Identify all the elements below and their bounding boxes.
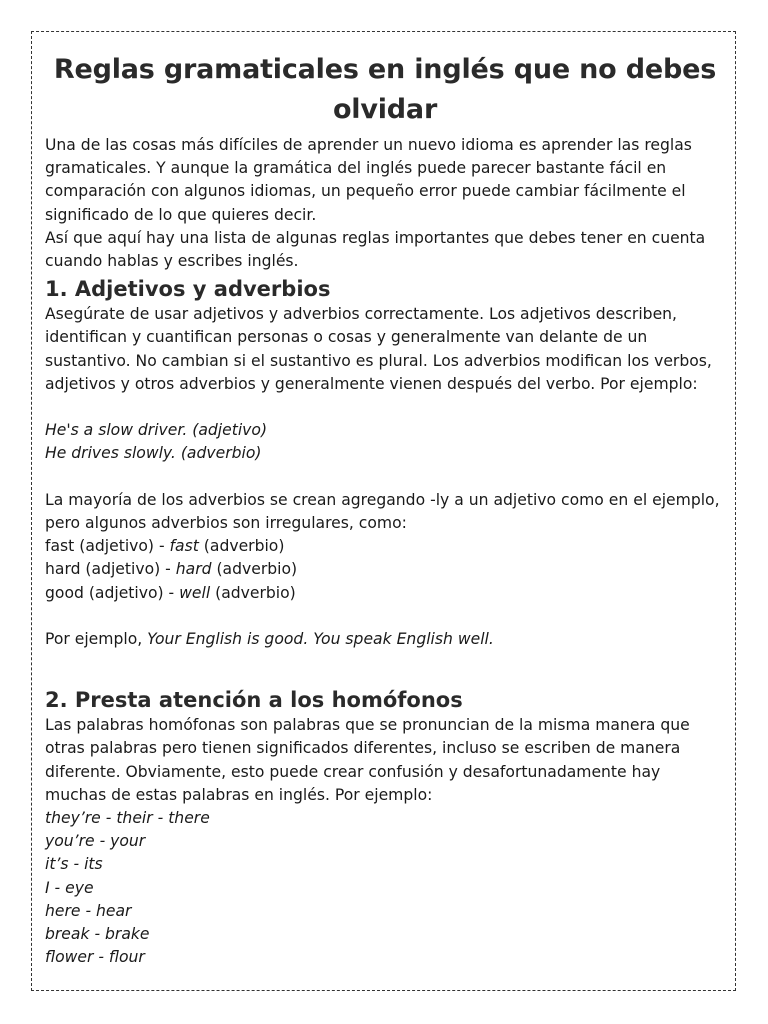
example-adjective: He's a slow driver. (adjetivo) bbox=[45, 421, 268, 440]
spacer bbox=[45, 396, 725, 419]
example-adverb: He drives slowly. (adverbio) bbox=[45, 444, 262, 463]
spacer bbox=[45, 651, 725, 684]
section-2-heading: 2. Presta atención a los homófonos bbox=[45, 688, 463, 713]
homophone-pair: here - hear bbox=[45, 901, 132, 920]
section-2-paragraph: Las palabras homófonas son palabras que se pronuncian de la misma manera que otras palabras pero tienen significados diferentes, incluso se escriben de manera diferente. Obviamente, esto puede crear confusión y desafortunadamente hay muchas de estas palabras en inglés. Por ejemplo: bbox=[45, 716, 690, 804]
homophone-pair: you’re - your bbox=[45, 832, 146, 851]
spacer bbox=[45, 605, 725, 628]
document-content bbox=[45, 50, 725, 969]
homophone-pair: I - eye bbox=[45, 878, 94, 897]
irregular-item: good (adjetivo) - well (adverbio) bbox=[45, 583, 296, 602]
section-1-closing: Por ejemplo, Your English is good. You speak English well. bbox=[45, 630, 494, 649]
section-1-paragraph-2: La mayoría de los adverbios se crean agregando -ly a un adjetivo como en el ejemplo, pero algunos adverbios son irregulares, como: bbox=[45, 490, 720, 533]
homophone-pair: flower - flour bbox=[45, 948, 145, 967]
section-1-heading: 1. Adjetivos y adverbios bbox=[45, 277, 331, 302]
intro-paragraph-1: Una de las cosas más difíciles de aprender un nuevo idioma es aprender las reglas gramaticales. Y aunque la gramática del inglés puede parecer bastante fácil en comparación con algunos idiomas, un pequeño error puede cambiar fácilmente el significado de lo que quieres decir. bbox=[45, 136, 692, 224]
page-title: Reglas gramaticales en inglés que no debes olvidar bbox=[53, 54, 717, 125]
homophone-pair: it’s - its bbox=[45, 855, 103, 874]
irregular-item: fast (adjetivo) - fast (adverbio) bbox=[45, 537, 285, 556]
intro-paragraph-2: Así que aquí hay una lista de algunas reglas importantes que debes tener en cuenta cuando hablas y escribes inglés. bbox=[45, 228, 706, 271]
section-1-paragraph: Asegúrate de usar adjetivos y adverbios correctamente. Los adjetivos describen, identifican y cuantifican personas o cosas y generalmente van delante de un sustantivo. No cambian si el sustantivo es plural. Los adverbios modifican los verbos, adjetivos y otros adverbios y generalmente vienen después del verbo. Por ejemplo: bbox=[45, 305, 712, 393]
irregular-item: hard (adjetivo) - hard (adverbio) bbox=[45, 560, 298, 579]
spacer bbox=[45, 466, 725, 489]
homophone-pair: they’re - their - there bbox=[45, 809, 210, 828]
homophone-pair: break - brake bbox=[45, 925, 150, 944]
